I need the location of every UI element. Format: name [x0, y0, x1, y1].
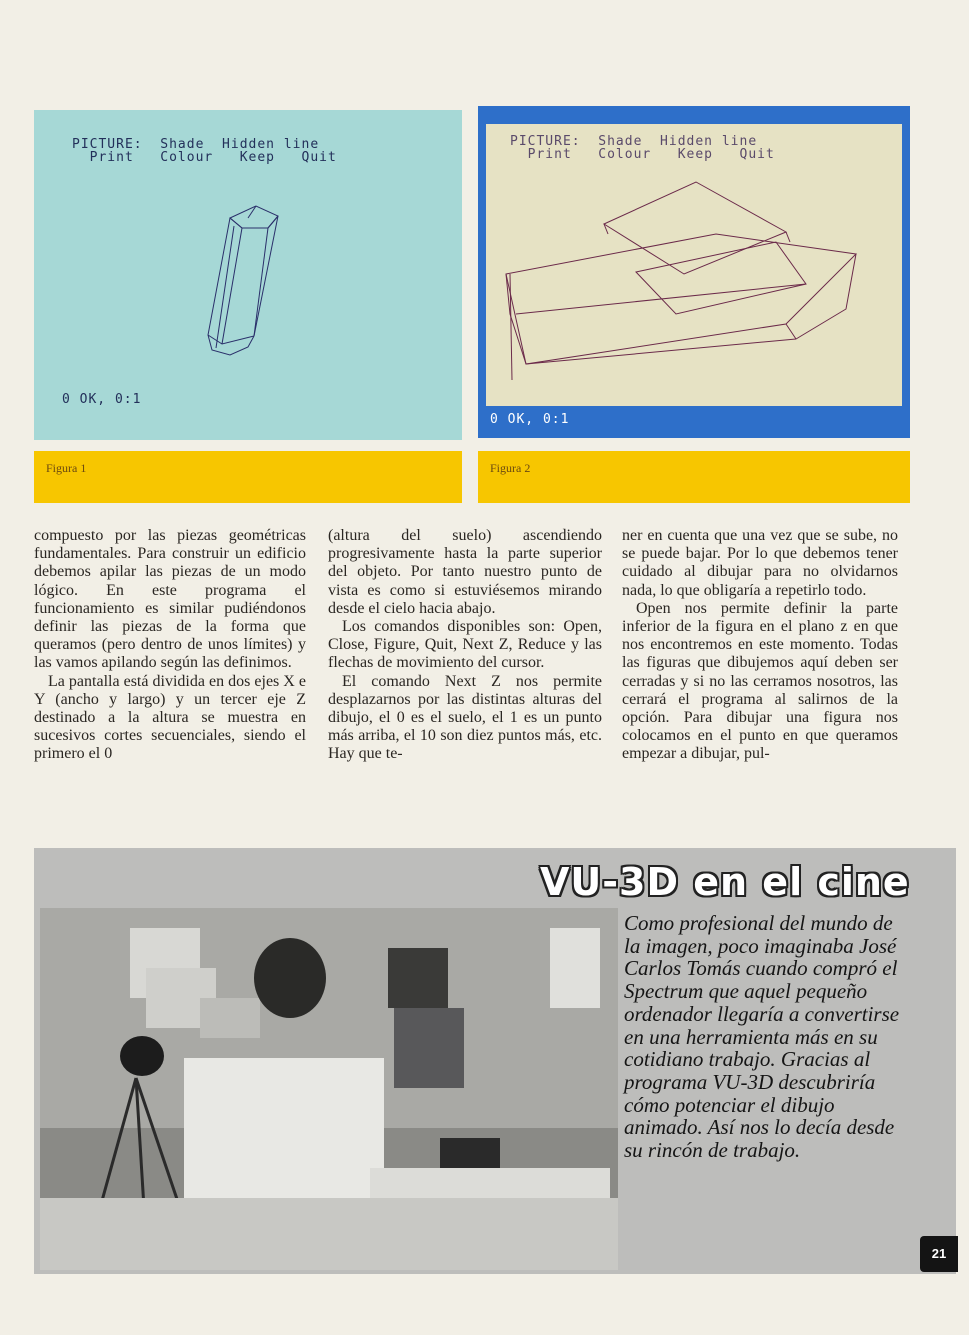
figure-2-menu-line-2: Print Colour Keep Quit — [510, 147, 775, 162]
figure-2-caption: Figura 2 — [478, 451, 910, 503]
sidebar-text: Como profesional del mundo de la imagen, poco imaginaba José Carlos Tomás cuando compró el Spectrum que aquel pequeño ordenador llegaría a convertirse en una herramienta más en su cotidiano trabajo. Gracias al programa VU-3D descubriría cómo potenciar el dibujo animado. Así nos lo decía desde su rincón de trabajo. — [624, 911, 900, 1163]
figure-2-menu-line-1: PICTURE: Shade Hidden line — [510, 134, 758, 149]
article-column-1 — [34, 527, 306, 764]
article-paragraph: El comando Next Z nos permite desplazarnos por las distintas alturas del dibujo, el 0 es el suelo, el 1 es un punto más arriba, el 10 son diez puntos más, etc. Hay que te- — [328, 672, 602, 763]
photo-scene — [40, 908, 618, 1270]
sidebar-box — [34, 848, 956, 1274]
figure-1-status: 0 OK, 0:1 — [62, 392, 142, 407]
article-paragraph: ner en cuenta que una vez que se sube, no se puede bajar. Por lo que debemos tener cuidado al dibujar para no olvidarnos nada, lo que obligaría a repetirlo todo. — [622, 527, 898, 599]
sidebar-photo — [40, 908, 618, 1270]
article-column-2 — [328, 527, 602, 764]
page-number: 21 — [920, 1236, 958, 1272]
figure-1-menu-line-2: Print Colour Keep Quit — [72, 150, 337, 165]
figure-2-frame — [478, 106, 910, 438]
article-paragraph: compuesto por las piezas geométricas fundamentales. Para construir un edificio debemos apilar las piezas de un modo lógico. En este programa el funcionamiento es similar pudiéndonos definir las piezas de la forma que queramos (pero dentro de unos límites) y las vamos apilando según las definimos. — [34, 527, 306, 672]
figure-1-screen — [34, 110, 462, 440]
article-paragraph: Open nos permite definir la parte inferior de la figura en el plano z en que nos encontremos en este momento. Todas las figuras que dibujemos aquí deben ser cerradas y si no las cerramos nosotros, las cerrará el programa al salirnos de la opción. Para dibujar una figura nos colocamos en el punto en que queramos empezar a dibujar, pul- — [622, 599, 898, 763]
article-column-3 — [622, 527, 898, 764]
figure-2-screen — [486, 124, 902, 406]
figure-2-status: 0 OK, 0:1 — [490, 412, 570, 427]
figure-1-wireframe-prism — [34, 110, 462, 440]
figure-2-wireframe-box — [486, 124, 902, 406]
article-paragraph: La pantalla está dividida en dos ejes X e Y (ancho y largo) y un tercer eje Z destinado a la altura se muestra en sucesivos cortes secuenciales, siendo el primero el 0 — [34, 672, 306, 763]
article-paragraph: (altura del suelo) ascendiendo progresivamente hasta la parte superior del objeto. Por tanto nuestro punto de vista es como si estuviésemos mirando desde el cielo hacia abajo. — [328, 527, 602, 617]
figure-1-caption: Figura 1 — [34, 451, 462, 503]
article-paragraph: Los comandos disponibles son: Open, Close, Figure, Quit, Next Z, Reduce y las flechas de movimiento del cursor. — [328, 618, 602, 672]
figure-1-menu-line-1: PICTURE: Shade Hidden line — [72, 137, 320, 152]
sidebar-title: VU-3D en el cine — [540, 860, 910, 904]
